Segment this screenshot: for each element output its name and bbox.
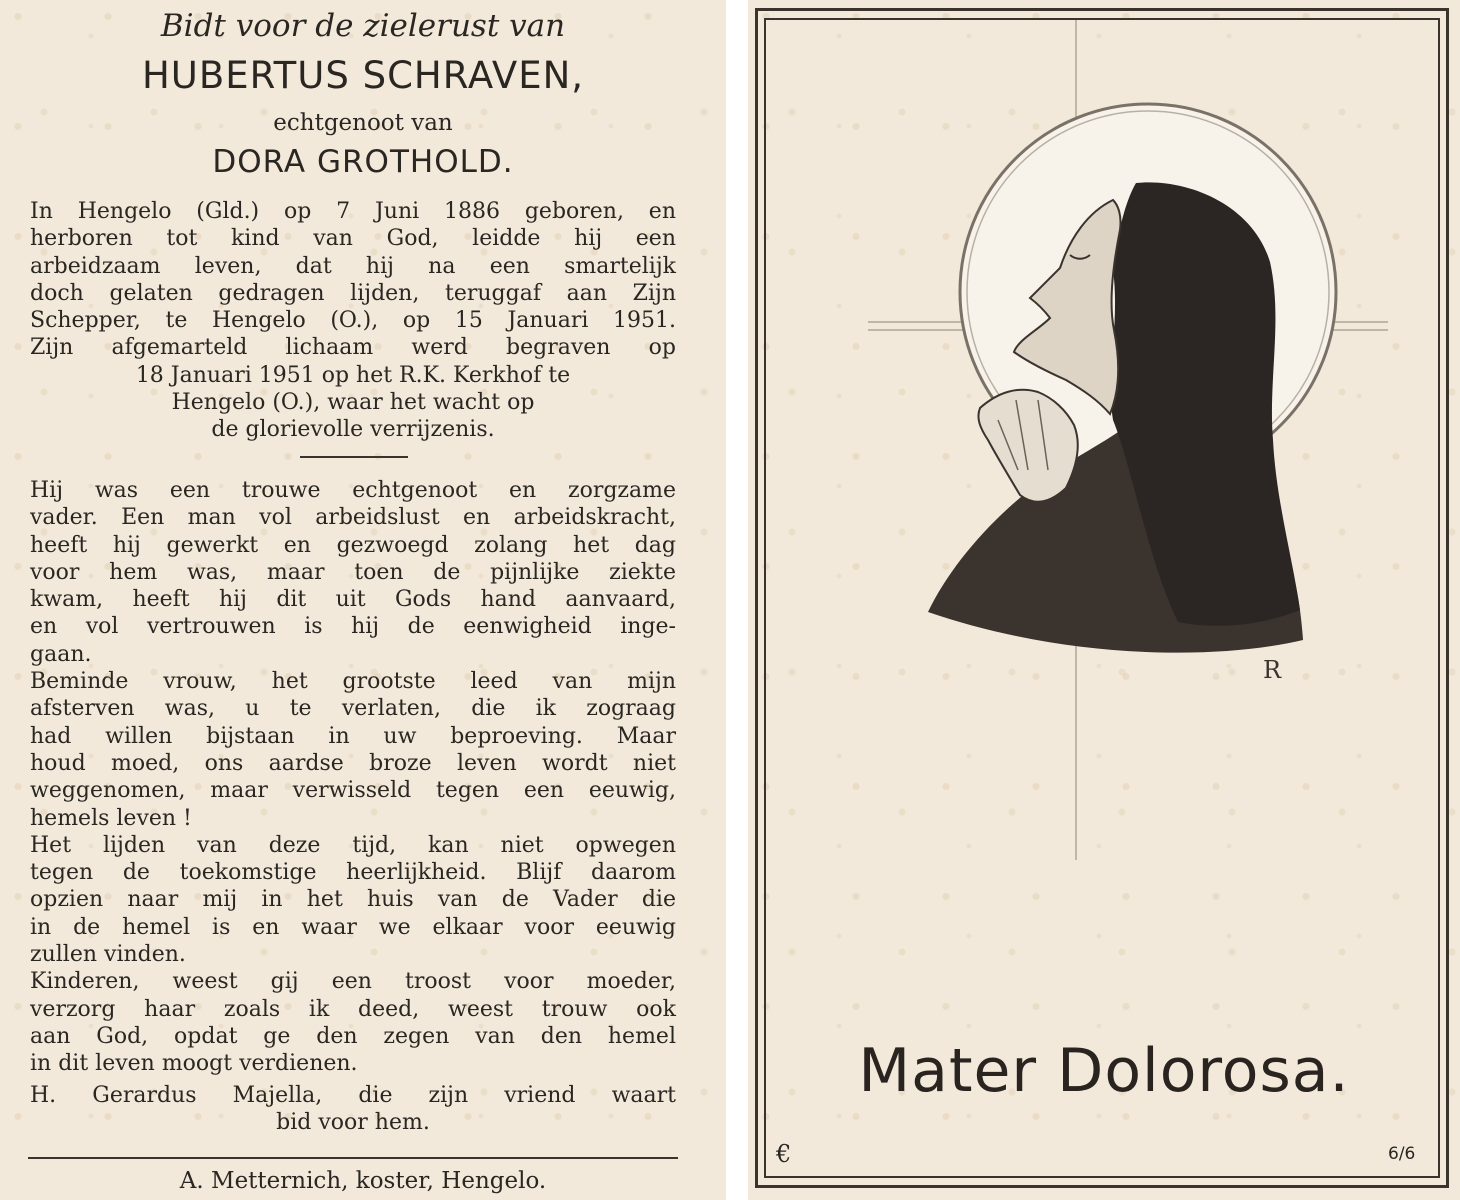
message-line: tegen de toekomstige heerlijkheid. Blijf daarom [30,860,676,886]
message-line: Beminde vrouw, het grootste leed van mijn [30,669,676,695]
page-number: 6/6 [1388,1144,1416,1164]
message-line: Het lijden van deze tijd, kan niet opwegen [30,832,676,858]
spouse-intro: echtgenoot van [273,110,453,136]
message-line: afsterven was, u te verlaten, die ik zograag [30,696,676,722]
message-line: verzorg haar zoals ik deed, weest trouw ook [30,996,676,1022]
bio-line: Hengelo (O.), waar het wacht op [171,390,535,416]
publisher-mark-icon: € [776,1140,792,1168]
message-line: aan God, opdat ge den zegen van den hemel [30,1023,676,1049]
message-line: Kinderen, weest gij een troost voor moeder, [30,969,676,995]
artist-monogram: R [1263,656,1282,684]
bio-line: In Hengelo (Gld.) op 7 Juni 1886 geboren, en [30,199,676,224]
message-line: houd moed, ons aardse broze leven wordt niet [30,750,676,776]
bio-line: doch gelaten gedragen lijden, teruggaf aan Zijn [30,280,676,306]
message-line: zullen vinden. [30,942,186,968]
message-line: vader. Een man vol arbeidslust en arbeidskracht, [30,505,676,531]
message-line: gaan. [30,641,92,667]
divider-short [300,456,408,458]
image-side [748,0,1460,1200]
intro-line: Bidt voor de zielerust van [160,8,566,44]
message-line: en vol vertrouwen is hij de eenwigheid inge- [30,614,676,640]
message-line: weggenomen, maar verwisseld tegen een eeuwig, [30,778,676,804]
printer-credit: A. Metternich, koster, Hengelo. [179,1168,547,1194]
message-line: kwam, heeft hij dit uit Gods hand aanvaard, [30,587,676,613]
bio-line: Schepper, te Hengelo (O.), op 15 Januari 1951. [30,308,676,334]
text-side [0,0,726,1200]
bio-line: arbeidzaam leven, dat hij na een smartelijk [30,253,676,279]
message-line: hemels leven ! [30,805,192,831]
message-line: in de hemel is en waar we elkaar voor eeuwig [30,914,676,940]
message-line: H. Gerardus Majella, die zijn vriend waart [30,1082,676,1108]
message-line: Hij was een trouwe echtgenoot en zorgzame [30,478,676,503]
mater-dolorosa-illustration [748,0,1460,1200]
bio-line: de glorievolle verrijzenis. [211,417,495,443]
message-line: voor hem was, maar toen de pijnlijke ziekte [30,559,676,585]
message-line: in dit leven moogt verdienen. [30,1051,358,1077]
bio-line: Zijn afgemarteld lichaam werd begraven op [30,335,676,361]
divider-long [28,1157,678,1159]
message-line: heeft hij gewerkt en gezwoegd zolang het dag [30,532,676,558]
message-line: had willen bijstaan in uw beproeving. Maar [30,723,676,749]
image-caption: Mater Dolorosa. [858,1036,1350,1106]
message-line: bid voor hem. [276,1109,430,1135]
bio-line: herboren tot kind van God, leidde hij een [30,226,676,252]
bio-line: 18 Januari 1951 op het R.K. Kerkhof te [135,362,571,388]
farewell-message [30,477,676,1136]
biography [30,198,676,444]
spouse-name: DORA GROTHOLD. [212,144,514,180]
message-line: opzien naar mij in het huis van de Vader die [30,887,676,913]
deceased-name: HUBERTUS SCHRAVEN, [141,54,585,97]
